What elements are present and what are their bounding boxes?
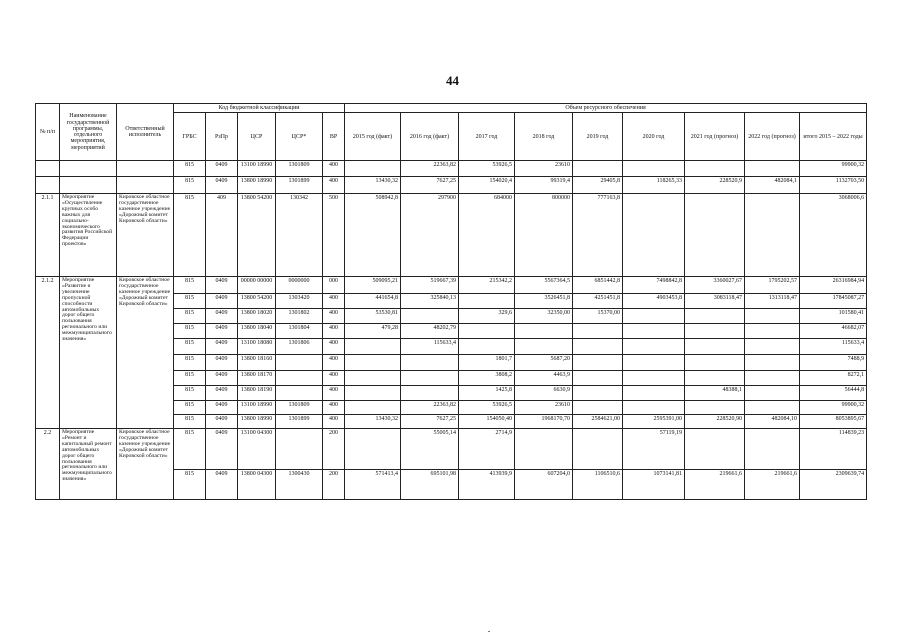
cell-y2016: 7627,25 [401, 415, 459, 429]
cell-y2018: 1968170,70 [515, 415, 573, 429]
cell-grbs: 815 [174, 401, 206, 415]
cell-y2021: 228520,9 [685, 177, 745, 194]
cell-y2017 [459, 339, 515, 355]
header-total: итого 2015 – 2022 годы [800, 113, 867, 161]
cell-csr: 13800 18190 [238, 386, 276, 401]
cell-y2020: 57119,19 [623, 429, 685, 470]
cell-csr-old [276, 371, 323, 386]
header-name: Наименование государственной программы, отдельного мероприятия, мероприятий [60, 104, 117, 161]
cell-y2020 [623, 339, 685, 355]
cell-total: 46682,07 [800, 324, 867, 339]
cell-y2020 [623, 386, 685, 401]
cell-y2019 [573, 324, 623, 339]
cell-y2015: 53530,81 [345, 309, 401, 324]
cell-y2016: 695101,98 [401, 470, 459, 500]
cell-total: 3068006,6 [800, 194, 867, 277]
cell-y2022 [745, 194, 800, 277]
cell-y2020 [623, 161, 685, 177]
cell-vr: 400 [323, 294, 345, 309]
cell-y2016: 22363,82 [401, 401, 459, 415]
header-budget-code: Код бюджетной классификации [174, 104, 345, 113]
header-2018: 2018 год [515, 113, 573, 161]
cell-csr: 13800 54200 [238, 294, 276, 309]
cell-rzpr: 409 [206, 194, 238, 277]
cell-y2017: 215342,2 [459, 277, 515, 294]
cell-y2018: 32350,00 [515, 309, 573, 324]
cell-y2020 [623, 309, 685, 324]
header-csr: ЦСР [238, 113, 276, 161]
cell-y2016 [401, 355, 459, 371]
cell-y2020 [623, 355, 685, 371]
cell-y2017 [459, 324, 515, 339]
cell-total: 101580,41 [800, 309, 867, 324]
header-grbs: ГРБС [174, 113, 206, 161]
cell-y2021: 228520,90 [685, 415, 745, 429]
cell-responsible: Кировское областное государственное казенное учреждение «Дорожный комитет Кировской области» [117, 429, 174, 500]
cell-name: Мероприятие «Развитие и увеличение пропускной способности автомобильных дорог общего пользования регионального или межмуниципального значения» [60, 277, 117, 429]
cell-y2015 [345, 386, 401, 401]
cell-vr: 400 [323, 161, 345, 177]
header-responsible: Ответственный исполнитель [117, 104, 174, 161]
cell-csr: 13800 18990 [238, 415, 276, 429]
cell-y2021 [685, 355, 745, 371]
cell-num: 2.1.2 [36, 277, 60, 429]
cell-vr: 400 [323, 339, 345, 355]
cell-y2020: 2595391,00 [623, 415, 685, 429]
cell-csr-old [276, 355, 323, 371]
cell-y2017: 3808,2 [459, 371, 515, 386]
cell-y2017: 329,6 [459, 309, 515, 324]
cell-y2017: 684000 [459, 194, 515, 277]
cell-y2021 [685, 161, 745, 177]
table-row [36, 429, 867, 470]
header-vr: ВР [323, 113, 345, 161]
cell-y2022 [745, 324, 800, 339]
cell-rzpr: 0409 [206, 355, 238, 371]
cell-rzpr: 0409 [206, 339, 238, 355]
cell-y2016: 297900 [401, 194, 459, 277]
cell-responsible: Кировское областное государственное казенное учреждение «Дорожный комитет Кировской области» [117, 194, 174, 277]
cell-rzpr: 0409 [206, 324, 238, 339]
cell-y2016 [401, 371, 459, 386]
cell-y2021 [685, 339, 745, 355]
cell-y2021: 48388,1 [685, 386, 745, 401]
scan-speck [488, 631, 490, 632]
cell-y2016: 55005,14 [401, 429, 459, 470]
cell-total: 8053895,67 [800, 415, 867, 429]
cell-responsible: Кировское областное государственное казенное учреждение «Дорожный комитет Кировской области» [117, 277, 174, 429]
cell-y2015: 441654,8 [345, 294, 401, 309]
cell-grbs: 815 [174, 371, 206, 386]
cell-responsible [117, 177, 174, 194]
cell-y2015 [345, 355, 401, 371]
cell-csr: 13800 18040 [238, 324, 276, 339]
cell-y2021 [685, 429, 745, 470]
cell-y2022: 1795202,57 [745, 277, 800, 294]
cell-rzpr: 0409 [206, 294, 238, 309]
cell-y2015: 479,28 [345, 324, 401, 339]
cell-csr: 13800 18160 [238, 355, 276, 371]
cell-csr-old: 1300430 [276, 470, 323, 500]
cell-rzpr: 0409 [206, 470, 238, 500]
cell-csr: 13800 54200 [238, 194, 276, 277]
cell-vr: 500 [323, 194, 345, 277]
header-rzpr: РзПр [206, 113, 238, 161]
cell-y2015 [345, 401, 401, 415]
cell-csr: 13100 04300 [238, 429, 276, 470]
cell-y2019: 1106510,6 [573, 470, 623, 500]
cell-y2018: 5687,20 [515, 355, 573, 371]
cell-y2018: 4463,9 [515, 371, 573, 386]
cell-num: 2.1.1 [36, 194, 60, 277]
cell-grbs: 815 [174, 309, 206, 324]
cell-y2022 [745, 386, 800, 401]
cell-csr-old: 1301802 [276, 309, 323, 324]
cell-y2015: 571413,4 [345, 470, 401, 500]
cell-grbs: 815 [174, 161, 206, 177]
cell-y2022 [745, 355, 800, 371]
cell-y2020 [623, 401, 685, 415]
cell-y2020: 1073141,81 [623, 470, 685, 500]
cell-name: Мероприятие «Ремонт и капитальный ремонт автомобильных дорог общего пользования регионального или межмуниципального значения» [60, 429, 117, 500]
cell-y2018: 3526451,8 [515, 294, 573, 309]
cell-name [60, 161, 117, 177]
cell-y2019 [573, 161, 623, 177]
table-row [36, 194, 867, 277]
cell-csr-old: 130342 [276, 194, 323, 277]
header-2020: 2020 год [623, 113, 685, 161]
table-row [36, 161, 867, 177]
cell-y2020: 4903453,8 [623, 294, 685, 309]
cell-y2020 [623, 194, 685, 277]
cell-y2022: 482084,1 [745, 177, 800, 194]
cell-vr: 200 [323, 429, 345, 470]
cell-csr-old: 1303420 [276, 294, 323, 309]
cell-y2022: 482084,10 [745, 415, 800, 429]
cell-y2021 [685, 324, 745, 339]
cell-y2019 [573, 339, 623, 355]
cell-num [36, 177, 60, 194]
cell-vr: 400 [323, 355, 345, 371]
cell-grbs: 815 [174, 194, 206, 277]
header-2021: 2021 год (прогноз) [685, 113, 745, 161]
cell-csr: 13100 18990 [238, 401, 276, 415]
cell-csr-old: 1301809 [276, 401, 323, 415]
cell-grbs: 815 [174, 324, 206, 339]
cell-y2019 [573, 371, 623, 386]
cell-y2022 [745, 401, 800, 415]
cell-csr: 13800 04300 [238, 470, 276, 500]
cell-rzpr: 0409 [206, 309, 238, 324]
cell-y2015: 508942,8 [345, 194, 401, 277]
cell-vr: 400 [323, 386, 345, 401]
cell-name [60, 177, 117, 194]
cell-y2022: 1313118,47 [745, 294, 800, 309]
cell-csr-old: 1301899 [276, 415, 323, 429]
cell-csr: 13800 18170 [238, 371, 276, 386]
cell-y2021 [685, 309, 745, 324]
cell-y2018 [515, 324, 573, 339]
cell-rzpr: 0409 [206, 386, 238, 401]
cell-grbs: 815 [174, 355, 206, 371]
cell-y2017: 154050,40 [459, 415, 515, 429]
cell-vr: 400 [323, 309, 345, 324]
cell-rzpr: 0409 [206, 415, 238, 429]
header-2022: 2022 год (прогноз) [745, 113, 800, 161]
cell-csr: 13100 18080 [238, 339, 276, 355]
cell-y2020 [623, 324, 685, 339]
cell-y2019: 777163,8 [573, 194, 623, 277]
cell-responsible [117, 161, 174, 177]
cell-y2017: 154020,4 [459, 177, 515, 194]
cell-y2021: 219661,6 [685, 470, 745, 500]
cell-rzpr: 0409 [206, 401, 238, 415]
cell-csr: 13100 18990 [238, 161, 276, 177]
cell-rzpr: 0409 [206, 161, 238, 177]
cell-y2015 [345, 161, 401, 177]
cell-total: 2309639,74 [800, 470, 867, 500]
cell-total: 99900,32 [800, 161, 867, 177]
cell-y2019: 4251451,8 [573, 294, 623, 309]
cell-y2015: 509095,21 [345, 277, 401, 294]
cell-y2017: 1801,7 [459, 355, 515, 371]
cell-y2017: 2714,9 [459, 429, 515, 470]
header-num: № п/п [36, 104, 60, 161]
cell-csr-old: 1301806 [276, 339, 323, 355]
cell-csr-old: 1301899 [276, 177, 323, 194]
cell-csr: 13800 18020 [238, 309, 276, 324]
cell-y2015 [345, 371, 401, 386]
cell-y2021 [685, 401, 745, 415]
cell-y2016: 48202,79 [401, 324, 459, 339]
cell-y2016: 325840,13 [401, 294, 459, 309]
cell-y2016: 519667,39 [401, 277, 459, 294]
cell-y2016: 115633,4 [401, 339, 459, 355]
cell-y2016 [401, 309, 459, 324]
cell-y2020 [623, 371, 685, 386]
cell-y2016: 22363,82 [401, 161, 459, 177]
cell-vr: 400 [323, 371, 345, 386]
cell-vr: 200 [323, 470, 345, 500]
cell-y2019: 6851442,8 [573, 277, 623, 294]
cell-grbs: 815 [174, 386, 206, 401]
cell-vr: 400 [323, 324, 345, 339]
cell-total: 8272,1 [800, 371, 867, 386]
cell-y2019 [573, 429, 623, 470]
cell-y2019: 15370,00 [573, 309, 623, 324]
cell-y2021: 3360027,67 [685, 277, 745, 294]
cell-y2018: 23610 [515, 401, 573, 415]
cell-y2019 [573, 386, 623, 401]
cell-grbs: 815 [174, 339, 206, 355]
cell-total: 115633,4 [800, 339, 867, 355]
cell-y2017: 53926,5 [459, 161, 515, 177]
cell-y2016: 7627,25 [401, 177, 459, 194]
cell-y2015: 13430,32 [345, 415, 401, 429]
cell-grbs: 815 [174, 415, 206, 429]
cell-y2015 [345, 429, 401, 470]
cell-y2016 [401, 386, 459, 401]
cell-y2015: 13430,32 [345, 177, 401, 194]
cell-total: 26316984,94 [800, 277, 867, 294]
cell-num [36, 161, 60, 177]
cell-grbs: 815 [174, 294, 206, 309]
cell-csr-old: 1301809 [276, 161, 323, 177]
cell-y2015 [345, 339, 401, 355]
cell-y2018: 99319,4 [515, 177, 573, 194]
cell-total: 56444,8 [800, 386, 867, 401]
cell-grbs: 815 [174, 470, 206, 500]
cell-total: 99900,32 [800, 401, 867, 415]
cell-name: Мероприятие «Осуществление крупных особо важных для социально-экономического развития Российской Федерации проектов» [60, 194, 117, 277]
header-2019: 2019 год [573, 113, 623, 161]
cell-y2021 [685, 371, 745, 386]
cell-y2021: 3083118,47 [685, 294, 745, 309]
cell-vr: 400 [323, 401, 345, 415]
header-funding: Объем ресурсного обеспечения [345, 104, 867, 113]
cell-grbs: 815 [174, 177, 206, 194]
cell-vr: 400 [323, 415, 345, 429]
header-2016: 2016 год (факт) [401, 113, 459, 161]
cell-total: 1132703,50 [800, 177, 867, 194]
cell-rzpr: 0409 [206, 277, 238, 294]
cell-y2020: 7498842,8 [623, 277, 685, 294]
header-2015: 2015 год (факт) [345, 113, 401, 161]
cell-total: 17845087,27 [800, 294, 867, 309]
page-number: 44 [446, 73, 459, 88]
table-row [36, 177, 867, 194]
cell-csr-old [276, 386, 323, 401]
cell-y2018: 23610 [515, 161, 573, 177]
resource-allocation-table [35, 103, 867, 500]
cell-y2018: 607204,0 [515, 470, 573, 500]
cell-y2017: 413939,9 [459, 470, 515, 500]
cell-csr: 13800 18990 [238, 177, 276, 194]
cell-y2022 [745, 339, 800, 355]
cell-y2022 [745, 161, 800, 177]
cell-grbs: 815 [174, 277, 206, 294]
cell-y2018: 800000 [515, 194, 573, 277]
cell-total: 114839,23 [800, 429, 867, 470]
cell-y2019 [573, 355, 623, 371]
header-csr-old: ЦСР* [276, 113, 323, 161]
cell-csr: 00000 00000 [238, 277, 276, 294]
cell-vr: 000 [323, 277, 345, 294]
header-2017: 2017 год [459, 113, 515, 161]
cell-y2018: 6630,9 [515, 386, 573, 401]
cell-y2019: 29405,8 [573, 177, 623, 194]
cell-grbs: 815 [174, 429, 206, 470]
cell-rzpr: 0409 [206, 429, 238, 470]
cell-y2022 [745, 309, 800, 324]
cell-csr-old [276, 429, 323, 470]
cell-vr: 400 [323, 177, 345, 194]
cell-y2017: 53926,5 [459, 401, 515, 415]
cell-y2022 [745, 429, 800, 470]
cell-y2019: 2584621,00 [573, 415, 623, 429]
cell-num: 2.2 [36, 429, 60, 500]
cell-total: 7488,9 [800, 355, 867, 371]
cell-rzpr: 0409 [206, 371, 238, 386]
cell-y2018: 5567364,5 [515, 277, 573, 294]
cell-y2019 [573, 401, 623, 415]
cell-y2020: 118265,33 [623, 177, 685, 194]
cell-rzpr: 0409 [206, 177, 238, 194]
cell-y2018 [515, 429, 573, 470]
cell-y2022: 219661,6 [745, 470, 800, 500]
cell-y2018 [515, 339, 573, 355]
cell-y2021 [685, 194, 745, 277]
cell-y2017: 1425,8 [459, 386, 515, 401]
cell-y2022 [745, 371, 800, 386]
table-row [36, 277, 867, 294]
cell-y2017 [459, 294, 515, 309]
cell-csr-old: 0000000 [276, 277, 323, 294]
cell-csr-old: 1301804 [276, 324, 323, 339]
